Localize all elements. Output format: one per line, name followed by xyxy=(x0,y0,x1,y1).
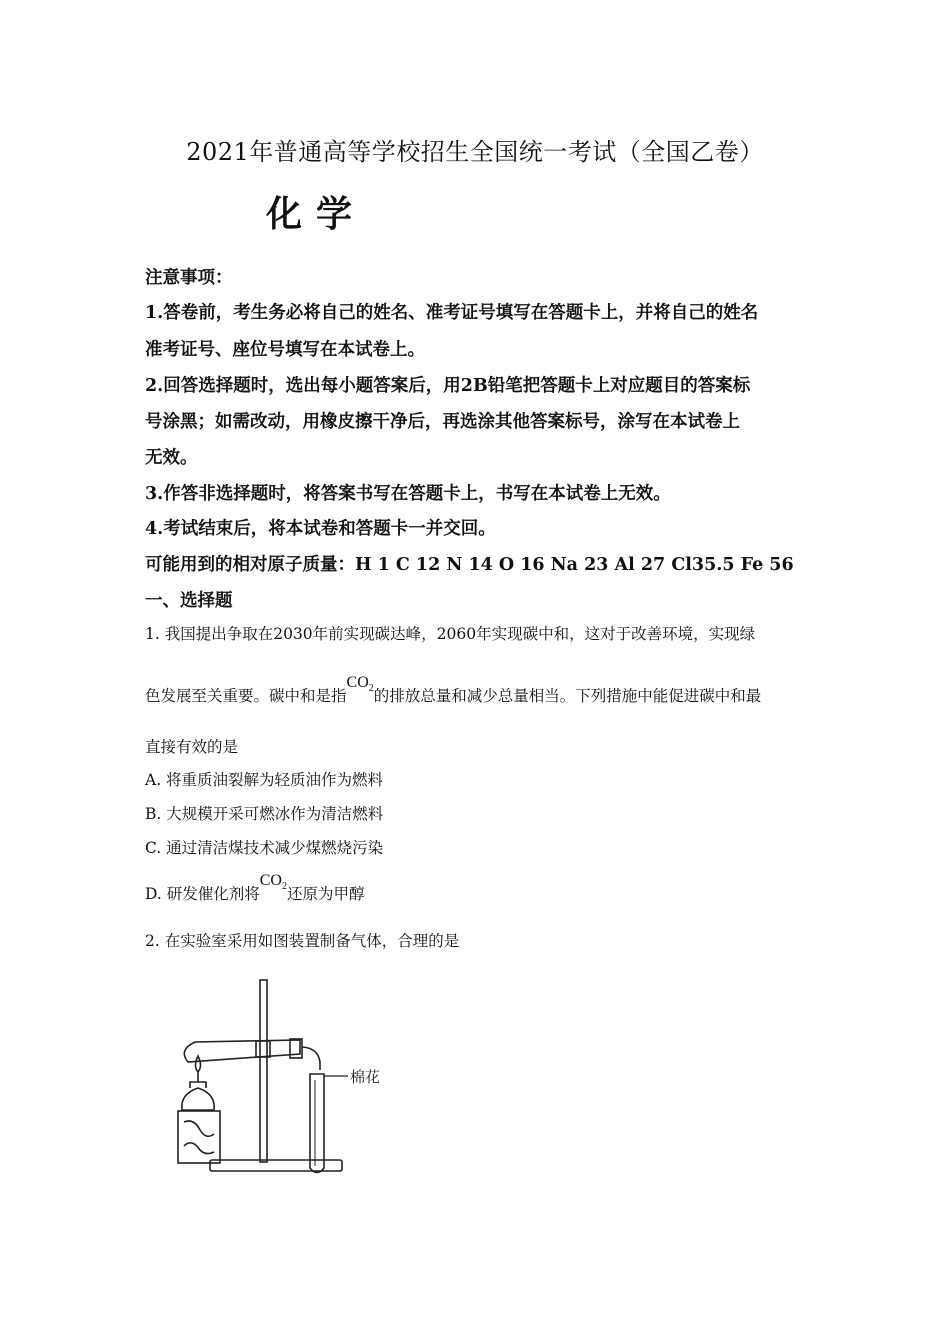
option-d-post: 还原为甲醇 xyxy=(286,885,365,903)
option-d-pre: D. 研发催化剂将 xyxy=(145,885,260,903)
section-heading: 一、选择题 xyxy=(145,591,233,611)
co2-formula: $CO_2$ xyxy=(259,872,287,893)
note-line-4: 号涂黑；如需改动，用橡皮擦干净后，再选涂其他答案标号，涂写在本试卷上 xyxy=(145,412,740,432)
test-tube xyxy=(184,1040,300,1062)
note-line-3: 2.回答选择题时，选出每小题答案后，用2B铅笔把答题卡上对应题目的答案标 xyxy=(145,376,751,396)
q1-line-2-pre: 色发展至关重要。碳中和是指 xyxy=(145,687,347,705)
q1-line-3: 直接有效的是 xyxy=(145,738,239,756)
q1-line-1: 1. 我国提出争取在2030年前实现碳达峰，2060年实现碳中和，这对于改善环境，实现绿 xyxy=(145,625,756,643)
atomic-masses: 可能用到的相对原子质量：H 1 C 12 N 14 O 16 Na 23 Al 27 Cl35.5 Fe 56 xyxy=(145,555,794,575)
note-line-6: 3.作答非选择题时，将答案书写在答题卡上，书写在本试卷上无效。 xyxy=(145,484,671,504)
stand-rod xyxy=(260,980,267,1162)
cotton-label: 棉花 xyxy=(350,1068,381,1086)
q2-stem: 2. 在实验室采用如图装置制备气体，合理的是 xyxy=(145,932,460,950)
subject-title: 化学 xyxy=(266,194,367,235)
note-line-7: 4.考试结束后，将本试卷和答题卡一并交回。 xyxy=(145,519,496,539)
option-a[interactable]: A. 将重质油裂解为轻质油作为燃料 xyxy=(145,771,384,789)
gas-preparation-apparatus-figure xyxy=(160,970,400,1185)
exam-title: 2021年普通高等学校招生全国统一考试（全国乙卷） xyxy=(186,138,764,166)
note-line-1: 1.答卷前，考生务必将自己的姓名、准考证号填写在答题卡上，并将自己的姓名 xyxy=(145,303,759,323)
q1-line-2-post: 的排放总量和减少总量相当。下列措施中能促进碳中和最 xyxy=(373,687,762,705)
alcohol-lamp xyxy=(182,1088,214,1110)
note-line-2: 准考证号、座位号填写在本试卷上。 xyxy=(145,340,425,360)
clamp xyxy=(256,1041,270,1057)
delivery-tube xyxy=(302,1047,320,1070)
receiving-tube xyxy=(310,1074,324,1173)
note-line-5: 无效。 xyxy=(145,448,198,468)
notes-heading: 注意事项： xyxy=(145,268,233,288)
option-c[interactable]: C. 通过清洁煤技术减少煤燃烧污染 xyxy=(145,839,384,857)
option-d[interactable] xyxy=(145,872,365,906)
flame xyxy=(196,1056,201,1072)
option-b[interactable]: B. 大规模开采可燃冰作为清洁燃料 xyxy=(145,805,384,823)
lamp-block xyxy=(178,1111,220,1163)
q1-line-2 xyxy=(145,674,762,708)
co2-formula: $CO_2$ xyxy=(346,674,374,695)
